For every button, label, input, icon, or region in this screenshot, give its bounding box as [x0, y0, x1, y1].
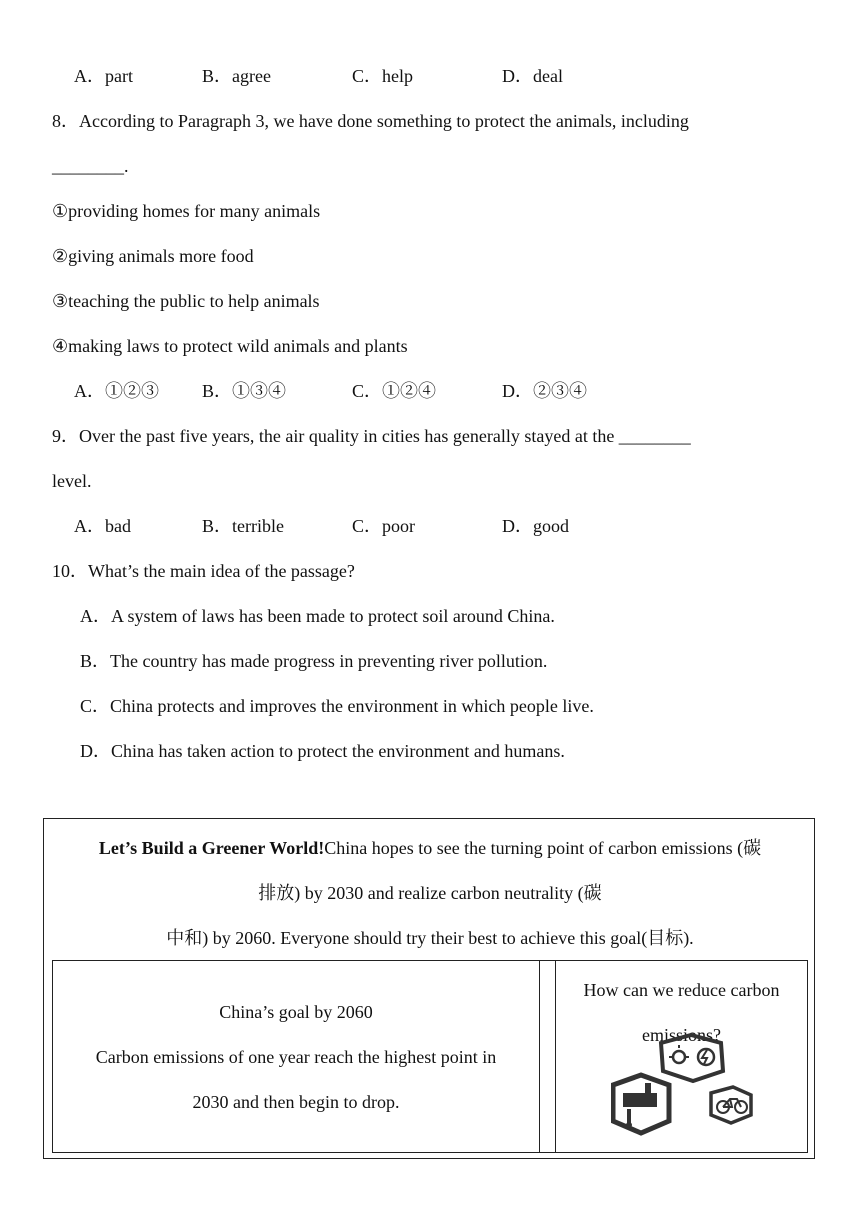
- q9-option-b[interactable]: B．terrible: [202, 516, 284, 536]
- q8-stem: 8．According to Paragraph 3, we have done something to protect the animals, including: [52, 111, 689, 131]
- q9-option-c[interactable]: C．poor: [352, 516, 415, 536]
- lightbulb-hexagon-icon: [661, 1035, 723, 1081]
- q8-option-c[interactable]: C．①②④: [352, 381, 437, 401]
- box-intro-line-1: [44, 836, 816, 860]
- q8-item-2: ②giving animals more food: [52, 246, 254, 266]
- q9-stem: 9．Over the past five years, the air quality in cities has generally stayed at the ________: [52, 426, 691, 446]
- q8-option-b[interactable]: B．①③④: [202, 381, 287, 401]
- goal-text-line-2: 2030 and then begin to drop.: [192, 1092, 400, 1112]
- hexagon-icons-icon: [611, 1033, 757, 1143]
- q8-item-4: ④making laws to protect wild animals and plants: [52, 336, 408, 356]
- bike-hexagon-icon: [711, 1087, 751, 1123]
- reduce-question-line-1: How can we reduce carbon: [583, 980, 780, 1000]
- box-intro-text-1: China hopes to see the turning point of carbon emissions (碳: [324, 838, 762, 858]
- box-intro-line-2: 排放) by 2030 and realize carbon neutrality (碳: [258, 883, 602, 903]
- goal-table: [52, 960, 808, 1153]
- reduce-question-line-2: emissions?: [642, 1025, 721, 1045]
- q7-option-a[interactable]: A．part: [74, 66, 133, 86]
- q10-option-c[interactable]: C．China protects and improves the environment in which people live.: [80, 696, 594, 716]
- q9-option-a[interactable]: A．bad: [74, 516, 131, 536]
- q10-option-b[interactable]: B．The country has made progress in preventing river pollution.: [80, 651, 548, 671]
- goal-heading: China’s goal by 2060: [219, 1002, 373, 1022]
- q8-item-1: ①providing homes for many animals: [52, 201, 321, 221]
- q10-option-a[interactable]: A．A system of laws has been made to protect soil around China.: [80, 606, 555, 626]
- q8-option-d[interactable]: D．②③④: [502, 381, 587, 401]
- q7-option-b[interactable]: B．agree: [202, 66, 271, 86]
- goal-text-line-1: Carbon emissions of one year reach the highest point in: [95, 1047, 497, 1067]
- box-intro-line-3: 中和) by 2060. Everyone should try their best to achieve this goal(目标).: [166, 928, 694, 948]
- factory-hexagon-icon: [613, 1075, 669, 1133]
- q9-option-d[interactable]: D．good: [502, 516, 569, 536]
- table-divider-1: [539, 961, 540, 1152]
- q7-option-c[interactable]: C．help: [352, 66, 413, 86]
- q8-option-a[interactable]: A．①②③: [74, 381, 159, 401]
- q10-stem: 10．What’s the main idea of the passage?: [52, 561, 355, 581]
- q10-option-d[interactable]: D．China has taken action to protect the environment and humans.: [80, 741, 565, 761]
- box-title: Let’s Build a Greener World!: [98, 838, 325, 858]
- q8-item-3: ③teaching the public to help animals: [52, 291, 320, 311]
- q8-blank: ________.: [52, 156, 129, 176]
- q7-option-d[interactable]: D．deal: [502, 66, 563, 86]
- q9-stem-cont: level.: [52, 471, 92, 491]
